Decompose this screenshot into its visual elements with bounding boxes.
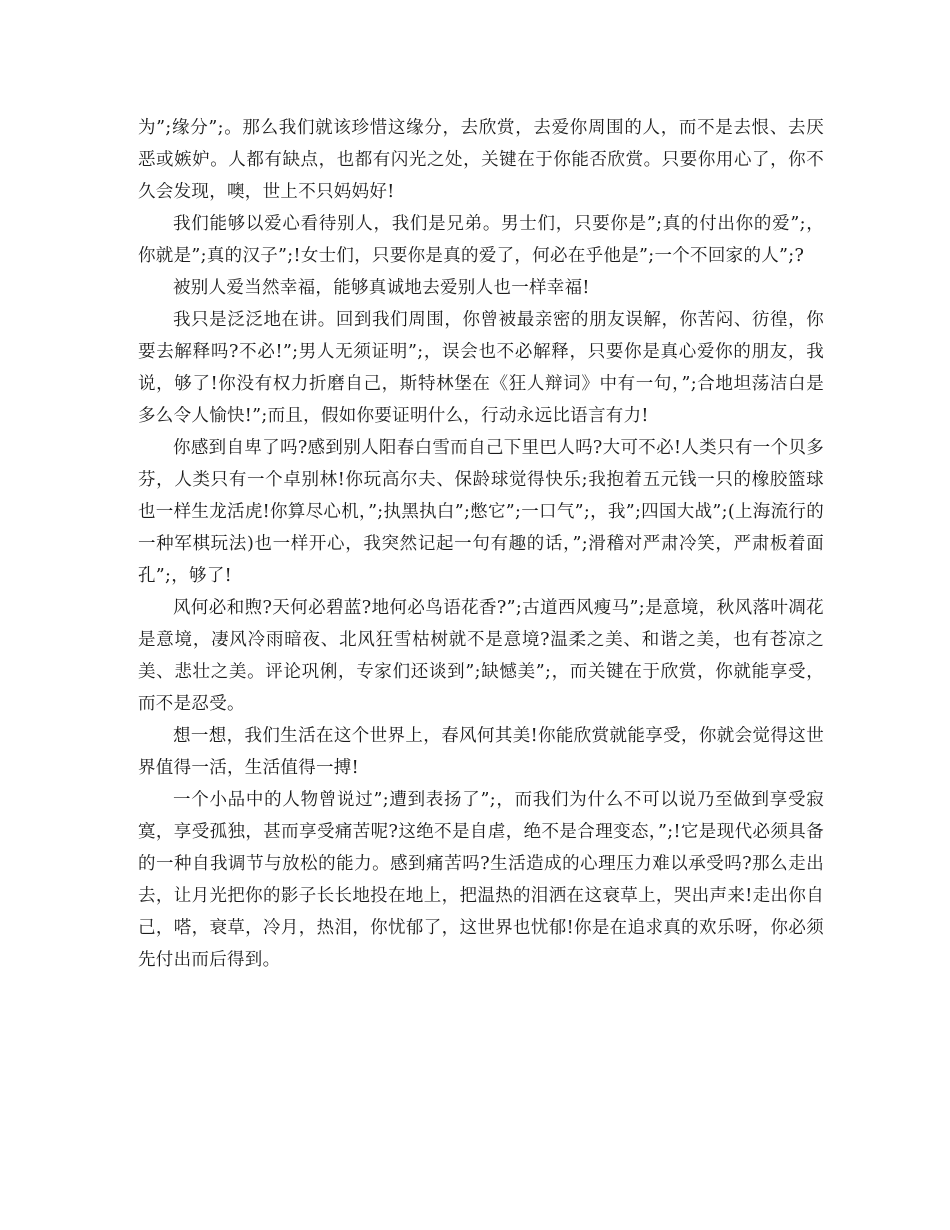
article-body bbox=[138, 112, 824, 976]
paragraph-5: 你感到自卑了吗?感到别人阳春白雪而自己下里巴人吗?大可不必!人类只有一个贝多芬，人类只有一个卓别林!你玩高尔夫、保龄球觉得快乐;我抱着五元钱一只的橡胶篮球也一样生龙活虎!你算尽心机，”;执黑执白”;憋它”;一口气”;，我”;四国大战”;(上海流行的一种军棋玩法)也一样开心，我突然记起一句有趣的话，”;滑稽对严肃冷笑，严肃板着面孔”;，够了! bbox=[138, 438, 824, 586]
paragraph-3: 被别人爱当然幸福，能够真诚地去爱别人也一样幸福! bbox=[173, 278, 590, 298]
paragraph-4: 我只是泛泛地在讲。回到我们周围，你曾被最亲密的朋友误解，你苦闷、彷徨，你要去解释吗?不必!”;男人无须证明”;，误会也不必解释，只要你是真心爱你的朋友，我说，够了!你没有权力折磨自己，斯特林堡在《狂人辩词》中有一句，”;合地坦荡洁白是多么令人愉快!”;而且，假如你要证明什么，行动永远比语言有力! bbox=[138, 310, 824, 426]
paragraph-7: 想一想，我们生活在这个世界上，春风何其美!你能欣赏就能享受，你就会觉得这世界值得一活，生活值得一搏! bbox=[138, 726, 824, 778]
paragraph-6: 风何必和煦?天何必碧蓝?地何必鸟语花香?”;古道西风瘦马”;是意境，秋风落叶凋花是意境，凄风冷雨暗夜、北风狂雪枯树就不是意境?温柔之美、和谐之美，也有苍凉之美、悲壮之美。评论巩俐，专家们还谈到”;缺憾美”;，而关键在于欣赏，你就能享受，而不是忍受。 bbox=[138, 598, 824, 714]
paragraph-1: 为”;缘分”;。那么我们就该珍惜这缘分，去欣赏，去爱你周围的人，而不是去恨、去厌恶或嫉妒。人都有缺点，也都有闪光之处，关键在于你能否欣赏。只要你用心了，你不久会发现，噢，世上不只妈妈好! bbox=[138, 118, 824, 202]
paragraph-2: 我们能够以爱心看待别人，我们是兄弟。男士们，只要你是”;真的付出你的爱”;，你就是”;真的汉子”;!女士们，只要你是真的爱了，何必在乎他是”;一个不回家的人”;? bbox=[138, 214, 824, 266]
paragraph-8: 一个小品中的人物曾说过”;遭到表扬了”;，而我们为什么不可以说乃至做到享受寂寞，享受孤独，甚而享受痛苦呢?这绝不是自虐，绝不是合理变态，”;!它是现代必须具备的一种自我调节与放松的能力。感到痛苦吗?生活造成的心理压力难以承受吗?那么走出去，让月光把你的影子长长地投在地上，把温热的泪洒在这衰草上，哭出声来!走出你自己，嗒，衰草，冷月，热泪，你忧郁了，这世界也忧郁!你是在追求真的欢乐呀，你必须先付出而后得到。 bbox=[138, 790, 824, 970]
